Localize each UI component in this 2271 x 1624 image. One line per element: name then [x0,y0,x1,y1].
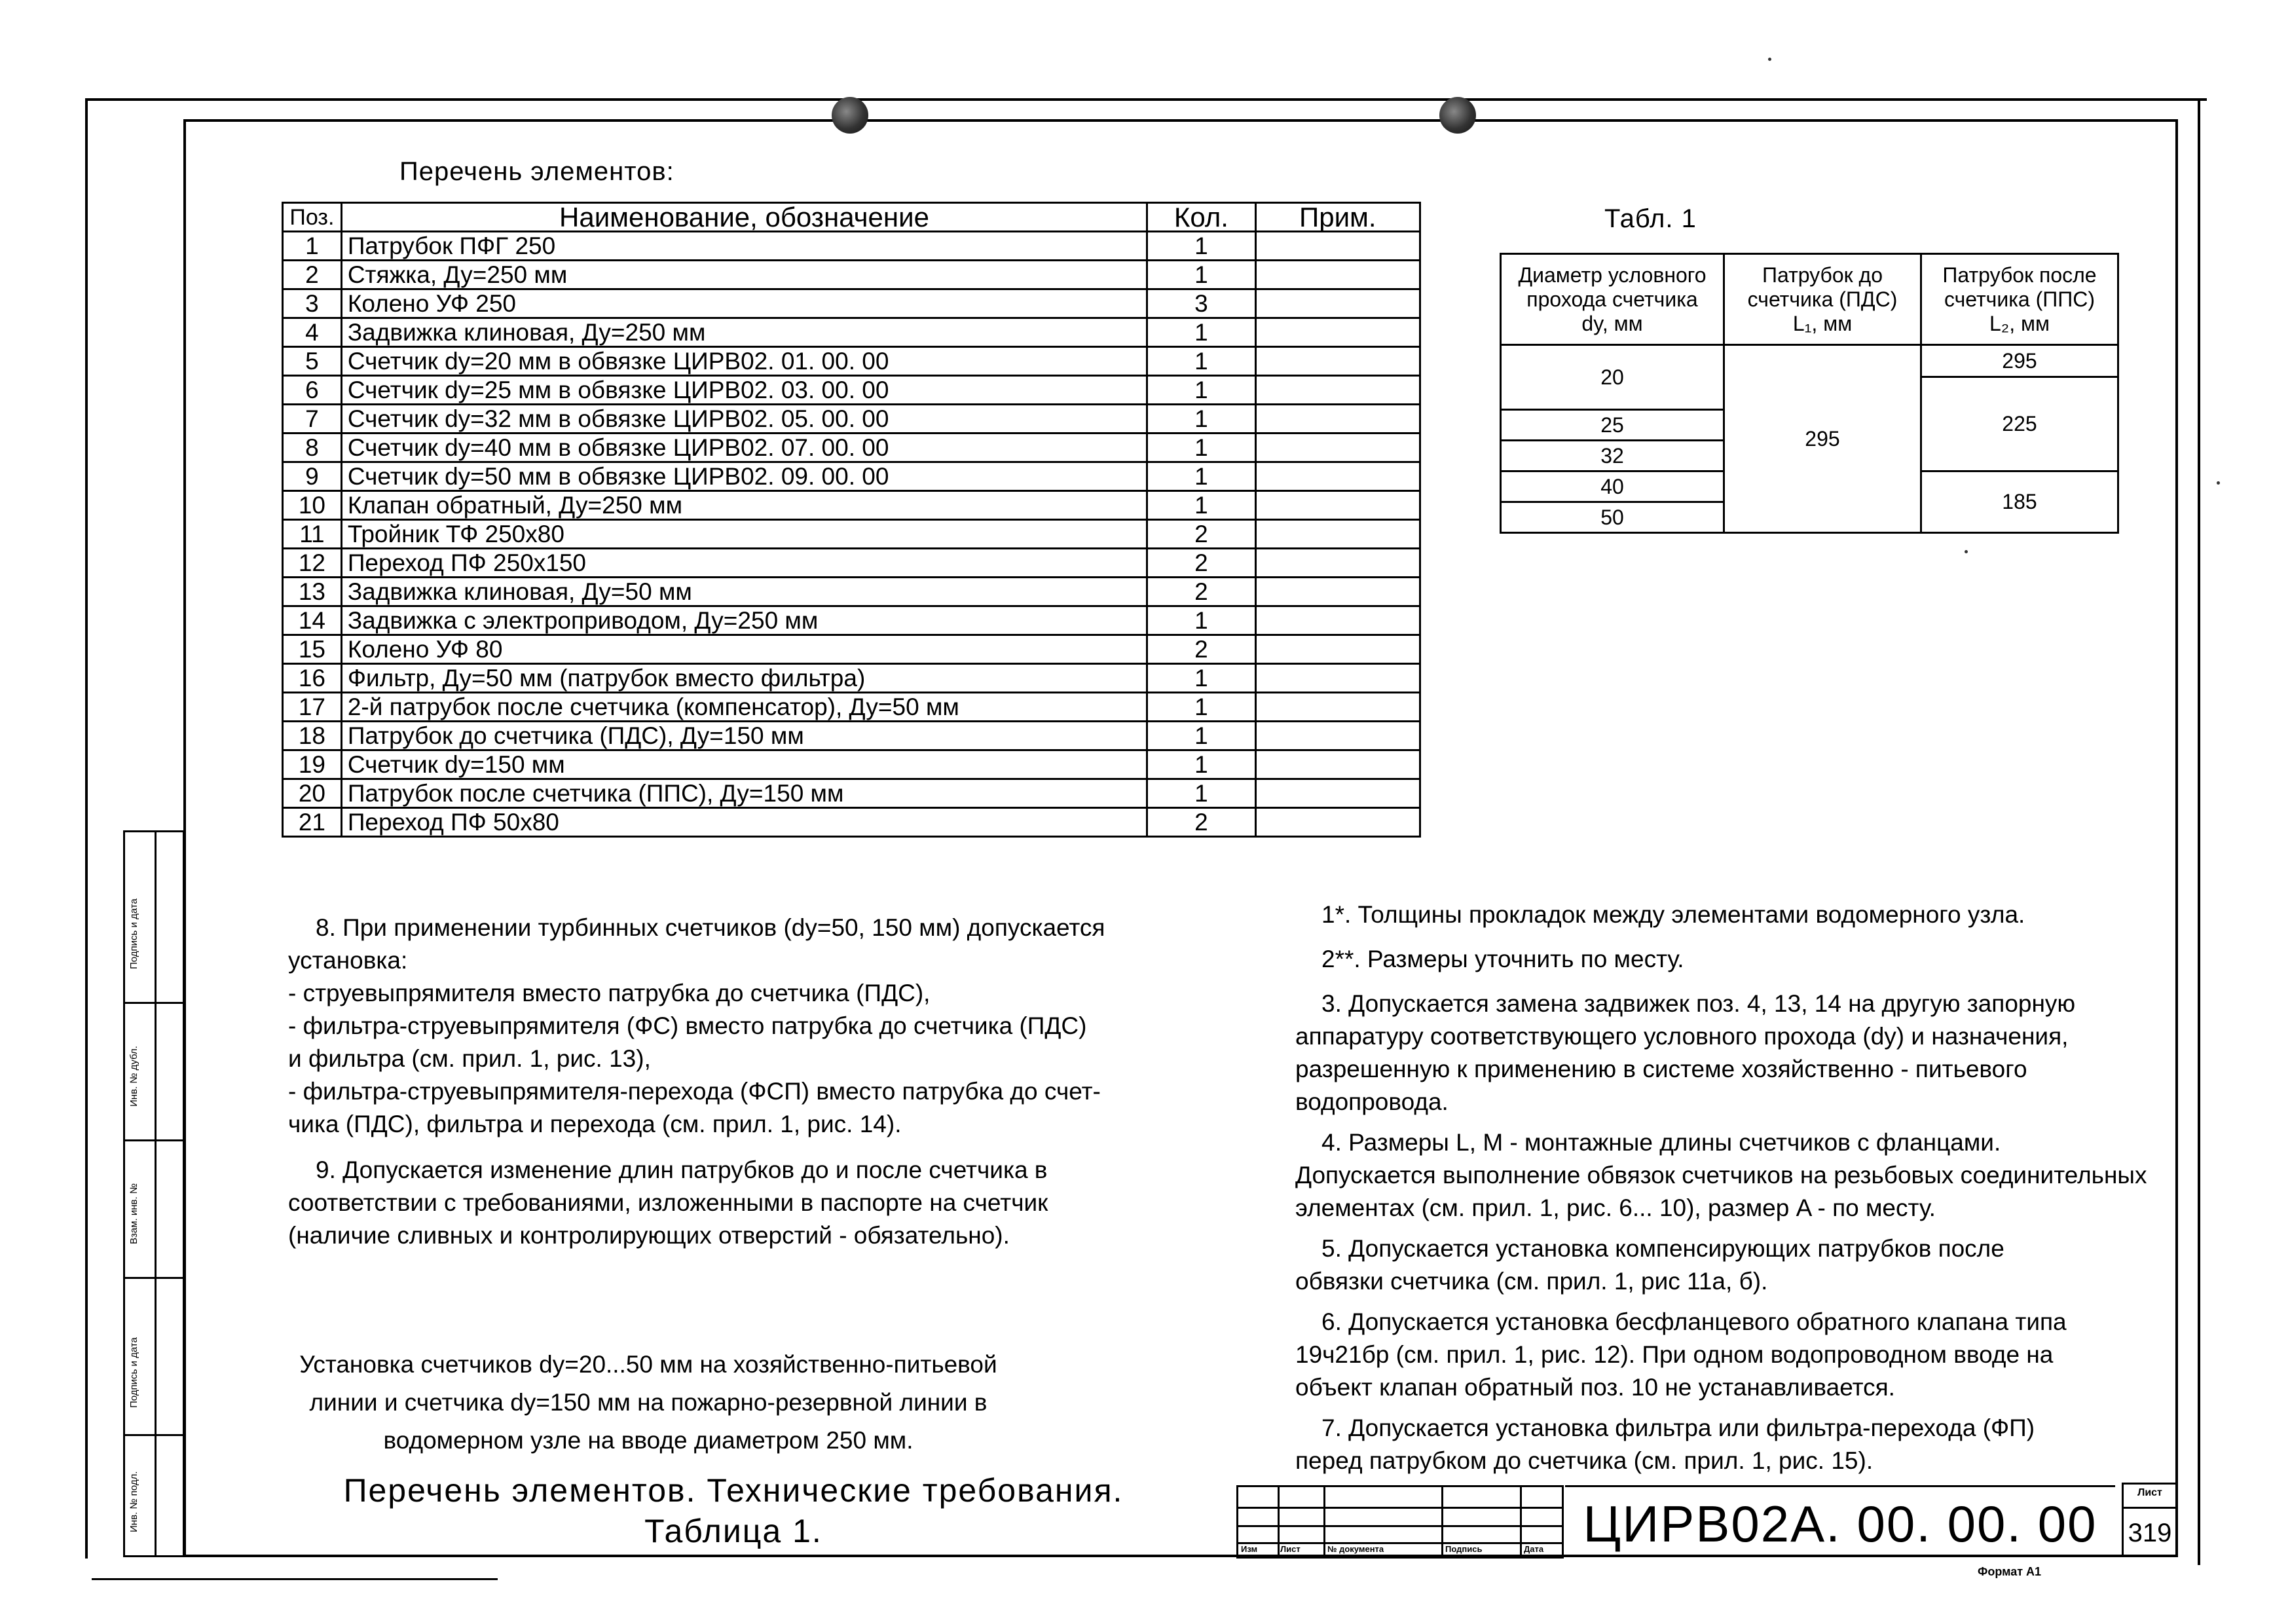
cell-note [1255,664,1420,693]
cell-pos: 9 [283,462,342,491]
cell-name: Стяжка, Ду=250 мм [341,261,1147,289]
cell-note [1255,578,1420,606]
cell-qty: 1 [1147,606,1256,635]
note-line: 6. Допускается установка бесфланцевого обратного клапана типа [1321,1308,2067,1335]
header-pos: Поз. [283,203,342,232]
note-line: 5. Допускается установка компенсирующих патрубков после [1321,1235,2004,1262]
drawing-caption [236,1346,1061,1460]
table-row [283,693,1420,722]
header-line: счетчика (ППС) [1944,287,2096,311]
cell-name: Патрубок ПФГ 250 [341,232,1147,261]
cell-pos: 21 [283,808,342,837]
grid-row [1238,1525,1562,1527]
frame-right-line [2198,98,2200,1565]
document-code: ЦИРВ02А. 00. 00. 00 [1565,1485,2115,1560]
cell-pos: 12 [283,549,342,578]
binding-hole-right [1439,97,1476,134]
scan-speck [2217,481,2220,485]
cell-note [1255,549,1420,578]
note-8 [288,912,1192,1141]
cell-pos: 2 [283,261,342,289]
cell-note [1255,693,1420,722]
header-name: Наименование, обозначение [341,203,1147,232]
diameter-cell: 50 [1501,502,1724,533]
binding-divider [123,1434,185,1436]
note-line: Допускается выполнение обвязок счетчиков на резьбовых соединительных [1295,1162,2147,1189]
binding-label: Инв. № дубл. [128,1046,139,1107]
note-7 [1295,1412,2173,1477]
header-note: Прим. [1255,203,1420,232]
note-line: 9. Допускается изменение длин патрубков до и после счетчика в [316,1156,1048,1183]
cell-pos: 10 [283,491,342,520]
cell-name: Счетчик dy=150 мм [341,750,1147,779]
binding-divider [123,1277,185,1279]
note-2: 2**. Размеры уточнить по месту. [1321,946,1684,972]
cell-qty: 1 [1147,261,1256,289]
cell-pos: 1 [283,232,342,261]
header-line: Патрубок после [1942,263,2097,287]
cell-note [1255,232,1420,261]
header-line: Диаметр условного [1518,263,1707,287]
grid-row [1238,1507,1562,1509]
binding-divider [123,1139,185,1141]
sheet-label: Лист [1280,1544,1301,1554]
cell-note [1255,606,1420,635]
cell-qty: 1 [1147,232,1256,261]
cell-qty: 2 [1147,808,1256,837]
table-row [283,635,1420,664]
table-row [283,722,1420,750]
cell-pos: 14 [283,606,342,635]
binding-hole-left [832,97,868,134]
note-line: аппаратуру соответствующего условного прохода (dy) и назначения, [1295,1023,2069,1050]
cell-pos: 5 [283,347,342,376]
cell-pos: 6 [283,376,342,405]
note-line: (наличие сливных и контролирующих отверстий - обязательно). [288,1222,1010,1249]
note-line: установка: [288,947,408,974]
binding-divider [123,1002,185,1004]
cell-pos: 19 [283,750,342,779]
cell-qty: 1 [1147,693,1256,722]
cell-qty: 1 [1147,664,1256,693]
cell-pos: 4 [283,318,342,347]
cell-pos: 11 [283,520,342,549]
signature-label: Подпись [1445,1544,1483,1554]
table-header-row [1501,254,2118,345]
table-row [283,318,1420,347]
header-line: прохода счетчика [1526,287,1698,311]
table-row [1501,345,2118,377]
binding-label: Инв. № подл. [128,1471,139,1532]
cell-pos: 8 [283,434,342,462]
paper-format: Формат А1 [1978,1565,2042,1578]
cell-note [1255,520,1420,549]
cell-note [1255,405,1420,434]
table-row [283,549,1420,578]
table-row [283,405,1420,434]
cell-qty: 1 [1147,376,1256,405]
cell-name: Счетчик dy=50 мм в обвязке ЦИРВ02. 09. 00. 00 [341,462,1147,491]
note-line: - фильтра-струевыпрямителя (ФС) вместо патрубка до счетчика (ПДС) [288,1012,1087,1039]
table-row [283,434,1420,462]
cell-pos: 20 [283,779,342,808]
cell-qty: 1 [1147,722,1256,750]
binding-label: Подпись и дата [128,1337,139,1408]
cell-qty: 2 [1147,578,1256,606]
cell-name: 2-й патрубок после счетчика (компенсатор), Ду=50 мм [341,693,1147,722]
date-label: Дата [1524,1544,1544,1554]
header-line: L₂, мм [1989,311,2050,335]
table-row [283,779,1420,808]
cell-name: Колено УФ 250 [341,289,1147,318]
note-line: соответствии с требованиями, изложенными в паспорте на счетчик [288,1189,1048,1216]
cell-pos: 16 [283,664,342,693]
caption-line: водомерном узле на вводе диаметром 250 мм. [383,1427,914,1454]
table-row [283,808,1420,837]
frame-top-line [85,98,2207,101]
note-line: 3. Допускается замена задвижек поз. 4, 13, 14 на другую запорную [1321,990,2076,1017]
sheet-number-label: Лист [2137,1487,2162,1498]
note-line: 4. Размеры L, M - монтажные длины счетчиков с фланцами. [1321,1129,2001,1156]
elements-table [282,202,1421,838]
binding-label: Подпись и дата [128,898,139,969]
l1-cell: 295 [1724,345,1921,533]
table-row [283,261,1420,289]
note-1: 1*. Толщины прокладок между элементами водомерного узла. [1321,901,2025,928]
cell-name: Счетчик dy=25 мм в обвязке ЦИРВ02. 03. 00. 00 [341,376,1147,405]
notes-right [1295,898,2173,1477]
cell-name: Колено УФ 80 [341,635,1147,664]
header-l1 [1724,254,1921,345]
cell-name: Задвижка клиновая, Ду=250 мм [341,318,1147,347]
cell-note [1255,491,1420,520]
scan-speck [1768,58,1771,61]
cell-qty: 1 [1147,434,1256,462]
binding-label: Взам. инв. № [128,1183,139,1244]
cell-name: Переход ПФ 50х80 [341,808,1147,837]
cell-pos: 3 [283,289,342,318]
cell-note [1255,779,1420,808]
revision-label: Изм [1241,1544,1258,1554]
header-line: Патрубок до [1762,263,1883,287]
sheet-number-box [2122,1483,2178,1557]
diameter-cell: 25 [1501,410,1724,441]
sheet-title [242,1470,1225,1551]
cell-name: Фильтр, Ду=50 мм (патрубок вместо фильтра) [341,664,1147,693]
note-line: 19ч21бр (см. прил. 1, рис. 12). При одном водопроводном вводе на [1295,1341,2054,1368]
cell-note [1255,289,1420,318]
table-row [283,750,1420,779]
note-line: 8. При применении турбинных счетчиков (dy=50, 150 мм) допускается [316,914,1105,941]
cell-name: Клапан обратный, Ду=250 мм [341,491,1147,520]
table-row [283,462,1420,491]
cell-qty: 3 [1147,289,1256,318]
cell-qty: 1 [1147,347,1256,376]
note-line: обвязки счетчика (см. прил. 1, рис 11а, б). [1295,1268,1768,1295]
cell-qty: 1 [1147,491,1256,520]
cell-note [1255,376,1420,405]
note-line: перед патрубком до счетчика (см. прил. 1, рис. 15). [1295,1447,1874,1474]
cell-name: Патрубок после счетчика (ППС), Ду=150 мм [341,779,1147,808]
cell-pos: 7 [283,405,342,434]
table-row [283,606,1420,635]
sheet-number: 319 [2128,1519,2172,1547]
table-header-row [283,203,1420,232]
table-row [283,664,1420,693]
document-label: № документа [1327,1544,1384,1554]
cell-note [1255,722,1420,750]
note-5 [1295,1232,2173,1298]
cell-qty: 2 [1147,549,1256,578]
cell-note [1255,318,1420,347]
note-line: 7. Допускается установка фильтра или фильтра-перехода (ФП) [1321,1414,2035,1441]
cell-name: Задвижка с электроприводом, Ду=250 мм [341,606,1147,635]
table-row [283,289,1420,318]
cell-pos: 15 [283,635,342,664]
cell-name: Задвижка клиновая, Ду=50 мм [341,578,1147,606]
diameter-cell: 40 [1501,471,1724,502]
cell-name: Патрубок до счетчика (ПДС), Ду=150 мм [341,722,1147,750]
cell-note [1255,261,1420,289]
table-row [283,232,1420,261]
l2-cell: 185 [1921,471,2118,533]
cell-pos: 13 [283,578,342,606]
l2-cell: 225 [1921,377,2118,471]
cell-qty: 1 [1147,318,1256,347]
note-line: объект клапан обратный поз. 10 не устанавливается. [1295,1374,1895,1401]
cell-pos: 18 [283,722,342,750]
note-line: и фильтра (см. прил. 1, рис. 13), [288,1045,651,1072]
diameter-table [1500,253,2119,534]
cell-name: Переход ПФ 250х150 [341,549,1147,578]
table-row [283,347,1420,376]
cell-note [1255,750,1420,779]
note-line: - фильтра-струевыпрямителя-перехода (ФСП) вместо патрубка до счет- [288,1078,1101,1105]
elements-heading: Перечень элементов: [399,157,674,186]
header-line: счетчика (ПДС) [1747,287,1898,311]
cell-qty: 1 [1147,750,1256,779]
note-3 [1295,987,2173,1118]
note-6 [1295,1306,2173,1404]
diameter-cell: 20 [1501,345,1724,410]
note-line: элементах (см. прил. 1, рис. 6... 10), размер A - по месту. [1295,1194,1936,1221]
cell-note [1255,462,1420,491]
caption-line: линии и счетчика dy=150 мм на пожарно-резервной линии в [309,1389,988,1416]
header-l2 [1921,254,2118,345]
cell-note [1255,635,1420,664]
scan-speck [1965,550,1968,553]
cell-name: Счетчик dy=32 мм в обвязке ЦИРВ02. 05. 00. 00 [341,405,1147,434]
table-row [283,376,1420,405]
binding-divider [155,830,157,1557]
header-line: dy, мм [1581,311,1643,335]
cell-name: Счетчик dy=40 мм в обвязке ЦИРВ02. 07. 00. 00 [341,434,1147,462]
revision-grid [1236,1485,1564,1559]
caption-line: Установка счетчиков dy=20...50 мм на хозяйственно-питьевой [299,1351,997,1378]
note-line: чика (ПДС), фильтра и перехода (см. прил. 1, рис. 14). [288,1111,902,1137]
cell-qty: 1 [1147,462,1256,491]
header-qty: Кол. [1147,203,1256,232]
header-diameter [1501,254,1724,345]
table1-caption: Табл. 1 [1604,204,1697,233]
frame-bottom-trim [92,1578,498,1580]
l2-cell: 295 [1921,345,2118,377]
note-line: - струевыпрямителя вместо патрубка до счетчика (ПДС), [288,980,931,1006]
cell-note [1255,808,1420,837]
title-line: Таблица 1. [644,1513,822,1549]
header-line: L₁, мм [1792,311,1853,335]
cell-qty: 2 [1147,520,1256,549]
note-4 [1295,1126,2173,1225]
title-line: Перечень элементов. Технические требования. [343,1472,1124,1509]
cell-name: Счетчик dy=20 мм в обвязке ЦИРВ02. 01. 00. 00 [341,347,1147,376]
note-line: разрешенную к применению в системе хозяйственно - питьевого водопровода. [1295,1056,2027,1115]
cell-qty: 2 [1147,635,1256,664]
diameter-cell: 32 [1501,441,1724,471]
cell-pos: 17 [283,693,342,722]
cell-qty: 1 [1147,405,1256,434]
cell-qty: 1 [1147,779,1256,808]
frame-left-line [85,98,88,1559]
cell-note [1255,347,1420,376]
cell-note [1255,434,1420,462]
cell-name: Тройник ТФ 250х80 [341,520,1147,549]
note-9 [288,1154,1192,1252]
sheet-divider [2124,1507,2176,1509]
table-row [283,491,1420,520]
table-row [283,578,1420,606]
table-row [283,520,1420,549]
